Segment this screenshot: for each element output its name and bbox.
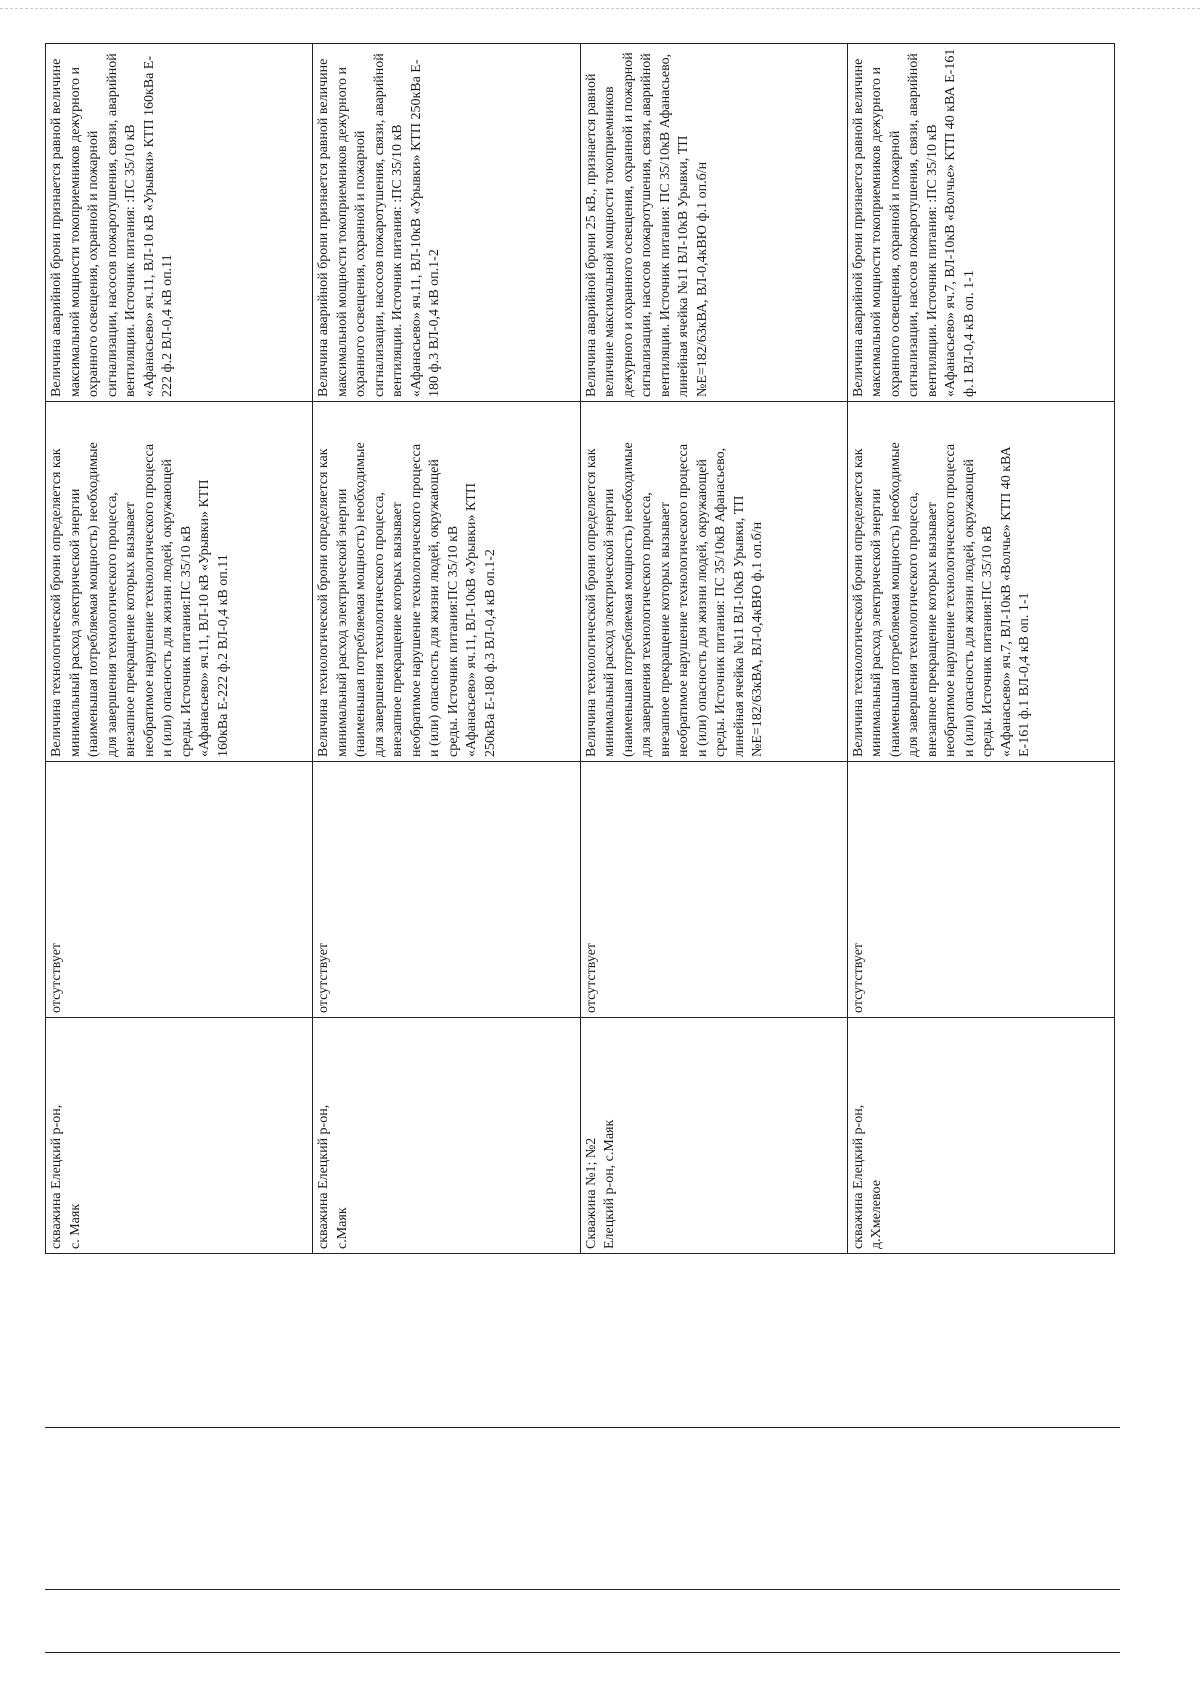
note-cell: [847, 762, 1114, 1018]
object-text: Скважина №1; №2 Елецкий р-он, с.Маяк: [583, 1119, 617, 1249]
emergency-reserve-text: Величина аварийной брони признается равной величине максимальной мощности токоприемников дежурного и охранного освещения, охранной и пожарной сигнализации, насосов пожаротушения, связи, аварийной вентиляции. Источник питания: :ПС 35/10 кВ «Афанасьево» яч.11, ВЛ-10 кВ «Урывки» КТП 160кВа Е- 222 ф.2 ВЛ-0,4 кВ оп.11: [49, 53, 175, 397]
note-text: отсутствует: [49, 942, 64, 1013]
note-text: отсутствует: [583, 942, 599, 1013]
scan-edge-line: [0, 8, 1200, 9]
table-row: [313, 44, 580, 1254]
object-cell: [580, 1018, 847, 1254]
emergency-reserve-text: Величина аварийной брони признается равной величине максимальной мощности токоприемников дежурного и охранного освещения, охранной и пожарной сигнализации, насосов пожаротушения, связи, аварийной вентиляции. Источник питания: :ПС 35/10 кВ «Афанасьево» яч.11, ВЛ-10кВ «Урывки» КТП 250кВа Е- 180 ф.3 ВЛ-0,4 кВ оп.1-2: [316, 53, 443, 397]
object-text: скважина Елецкий р-он, д.Хмелевое: [850, 1104, 885, 1249]
note-text: отсутствует: [850, 942, 866, 1013]
technological-reserve-text: Величина технологической брони определяется как минимальный расход электрической энергии (наименьшая потребляемая мощность) необходимые для завершения технологического процесса, внезапное прекращение которых вызывает необратимое нарушение технологического процесса и (или) опасность для жизни людей, окружающей среды. Источник питания: ПС 35/10кВ Афанасьево, линейная ячейка №11 ВЛ-10кВ Урывки, ТП №Е=182/63кВА, ВЛ-0,4кВЮ ф.1 оп.б/н: [583, 442, 765, 757]
object-cell: [46, 1018, 313, 1254]
technological-reserve-text: Величина технологической брони определяется как минимальный расход электрической энергии (наименьшая потребляемая мощность) необходимые для завершения технологического процесса, внезапное прекращение которых вызывает необратимое нарушение технологического процесса и (или) опасность для жизни людей, окружающей среды. Источник питания:ПС 35/10 кВ «Афанасьево» яч.11, ВЛ-10кВ «Урывки» КТП 250кВа Е-180 ф.3 ВЛ-0,4 кВ оп.1-2: [316, 442, 498, 757]
technological-reserve-cell: [580, 402, 847, 762]
technological-reserve-text: Величина технологической брони определяется как минимальный расход электрической энергии (наименьшая потребляемая мощность) необходимые для завершения технологического процесса, внезапное прекращение которых вызывает необратимое нарушение технологического процесса и (или) опасность для жизни людей, окружающей среды. Источник питания:ПС 35/10 кВ «Афанасьево» яч.11, ВЛ-10 кВ «Урывки» КТП 160кВа Е-222 ф.2 ВЛ-0,4 кВ оп.11: [49, 442, 231, 757]
emergency-reserve-cell: [46, 44, 313, 402]
technological-reserve-cell: [313, 402, 580, 762]
table-row: [46, 44, 313, 1254]
emergency-reserve-text: Величина аварийной брони признается равной величине максимальной мощности токоприемников дежурного и охранного освещения, охранной и пожарной сигнализации, насосов пожаротушения, связи, аварийной вентиляции. Источник питания: :ПС 35/10 кВ «Афанасьево» яч.7, ВЛ-10кВ «Волчье» КТП 40 кВА Е-161 ф.1 ВЛ-0,4 кВ оп. 1-1: [850, 48, 977, 397]
note-text: отсутствует: [316, 942, 332, 1013]
note-cell: [313, 762, 580, 1018]
emergency-reserve-cell: [580, 44, 847, 402]
table-row: [580, 44, 847, 1254]
horizontal-rule: [45, 1427, 1120, 1428]
technological-reserve-text: Величина технологической брони определяется как минимальный расход электрической энергии (наименьшая потребляемая мощность) необходимые для завершения технологического процесса, внезапное прекращение которых вызывает необратимое нарушение технологического процесса и (или) опасность для жизни людей, окружающей среды. Источник питания:ПС 35/10 кВ «Афанасьево» яч.7, ВЛ-10кВ «Волчье» КТП 40 кВА Е-161 ф.1 ВЛ-0,4 кВ оп. 1-1: [850, 442, 1033, 757]
power-reserve-table: [45, 43, 1115, 1254]
emergency-reserve-text: Величина аварийной брони 25 кВ., признается равной величине максимальной мощности токоприемников дежурного и охранного освещения, охранной и пожарной сигнализации, насосов пожаротушения, связи, аварийной вентиляции. Источник питания: ПС 35/10кВ Афанасьево, линейная ячейка №11 ВЛ-10кВ Урывки, ТП №Е=182/63кВА, ВЛ-0,4кВЮ ф.1 оп.б/н: [583, 52, 710, 397]
object-text: скважина Елецкий р-он, с.Маяк: [316, 1104, 350, 1249]
rotated-table-wrapper: [45, 44, 1115, 1254]
emergency-reserve-cell: [313, 44, 580, 402]
rotated-table: [45, 44, 1115, 1254]
technological-reserve-cell: [46, 402, 313, 762]
horizontal-rule: [45, 1652, 1120, 1653]
object-text: скважина Елецкий р-он, с. Маяк: [49, 1104, 83, 1249]
technological-reserve-cell: [847, 402, 1114, 762]
horizontal-rule: [45, 1589, 1120, 1590]
table-row: [847, 44, 1114, 1254]
object-cell: [313, 1018, 580, 1254]
note-cell: [46, 762, 313, 1018]
note-cell: [580, 762, 847, 1018]
object-cell: [847, 1018, 1114, 1254]
emergency-reserve-cell: [847, 44, 1114, 402]
